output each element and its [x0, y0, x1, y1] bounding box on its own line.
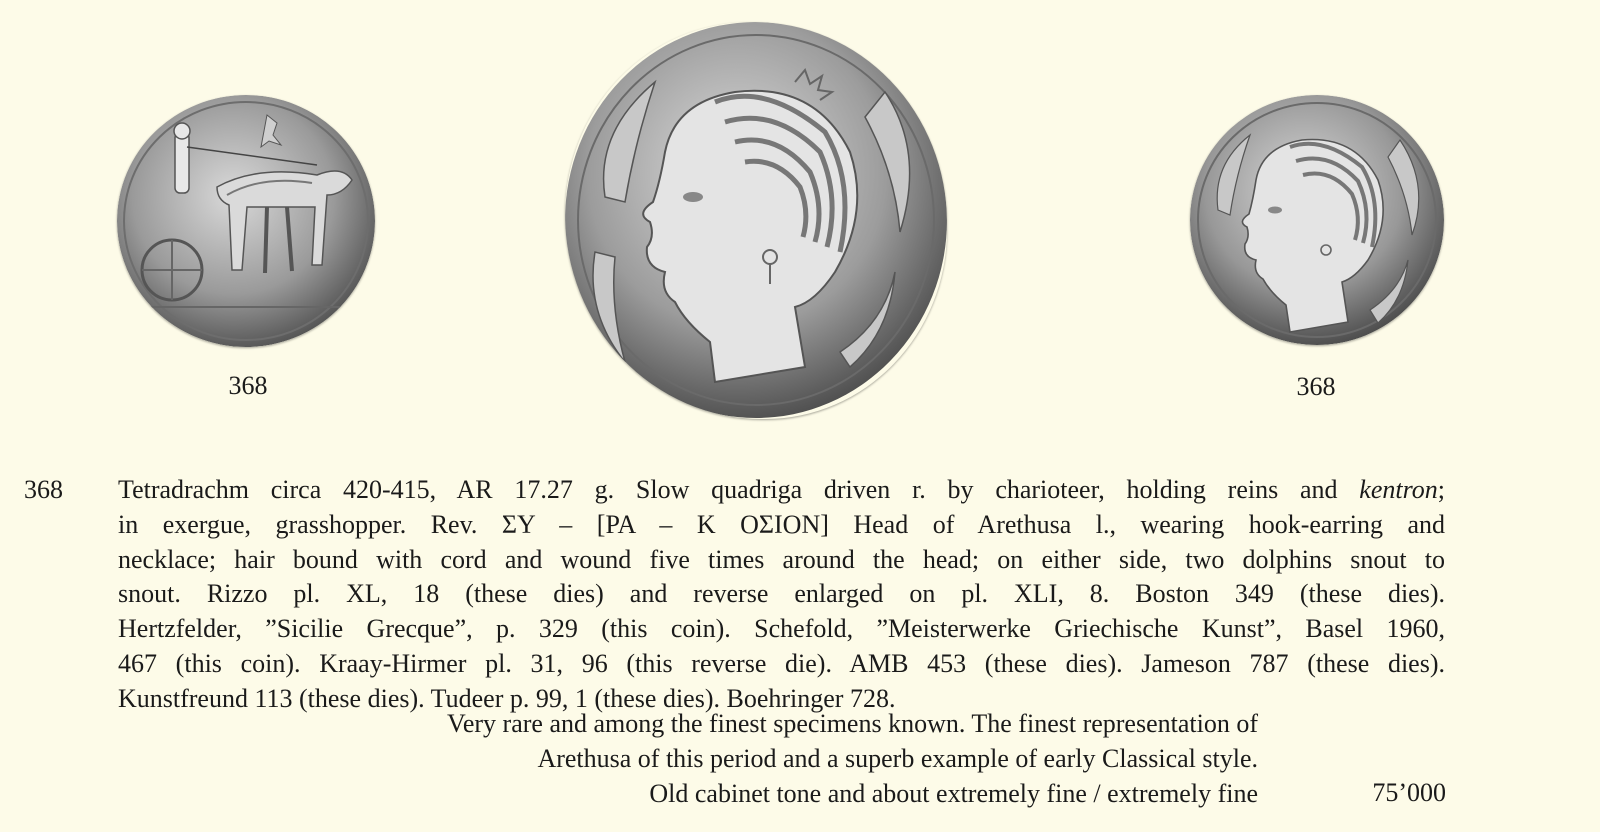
remark-line: Arethusa of this period and a superb example of early Classical style.: [537, 743, 1258, 773]
coin-reverse-arethusa-large-icon: [565, 22, 947, 419]
description-line: snout. Rizzo pl. XL, 18 (these dies) and reverse enlarged on pl. XLI, 8. Boston 349 (these dies).: [118, 579, 1445, 609]
coin-reverse-arethusa-small-icon: [1190, 95, 1444, 345]
estimate-price: 75’000: [1372, 778, 1446, 807]
remark-line: Old cabinet tone and about extremely fine / extremely fine: [649, 778, 1258, 808]
description-line: Kunstfreund 113 (these dies). Tudeer p. 99, 1 (these dies). Boehringer 728.: [118, 683, 896, 713]
coin-reverse-large-image: [565, 22, 947, 419]
description-text: ;: [1437, 475, 1445, 504]
coin-obverse-quadriga-icon: [117, 95, 375, 347]
lot-remarks: [200, 707, 1258, 811]
description-text: Tetradrachm circa 420-415, AR 17.27 g. Slow quadriga driven r. by charioteer, holding reins and: [118, 475, 1360, 504]
coin-reverse-small-image: [1190, 95, 1444, 345]
coin-obverse-image: [117, 95, 375, 347]
description-line: in exergue, grasshopper. Rev. ΣΥ – [PA – K ΟΣΙΟΝ] Head of Arethusa l., wearing hook-earring and: [118, 509, 1445, 539]
description-line: Hertzfelder, ”Sicilie Grecque”, p. 329 (this coin). Schefold, ”Meisterwerke Griechische Kunst”, Basel 1960,: [118, 614, 1445, 644]
obverse-caption: 368: [228, 371, 268, 400]
description-line: 467 (this coin). Kraay-Hirmer pl. 31, 96 (this reverse die). AMB 453 (these dies). Jameson 787 (these dies).: [118, 648, 1445, 678]
remark-line: Very rare and among the finest specimens known. The finest representation of: [446, 709, 1258, 738]
description-emphasis: kentron: [1359, 475, 1438, 504]
description-line: [118, 473, 1445, 508]
description-line: necklace; hair bound with cord and wound five times around the head; on either side, two dolphins snout to: [118, 544, 1445, 574]
lot-description: [118, 473, 1445, 717]
reverse-caption: 368: [1296, 372, 1336, 401]
lot-number: 368: [24, 475, 63, 504]
